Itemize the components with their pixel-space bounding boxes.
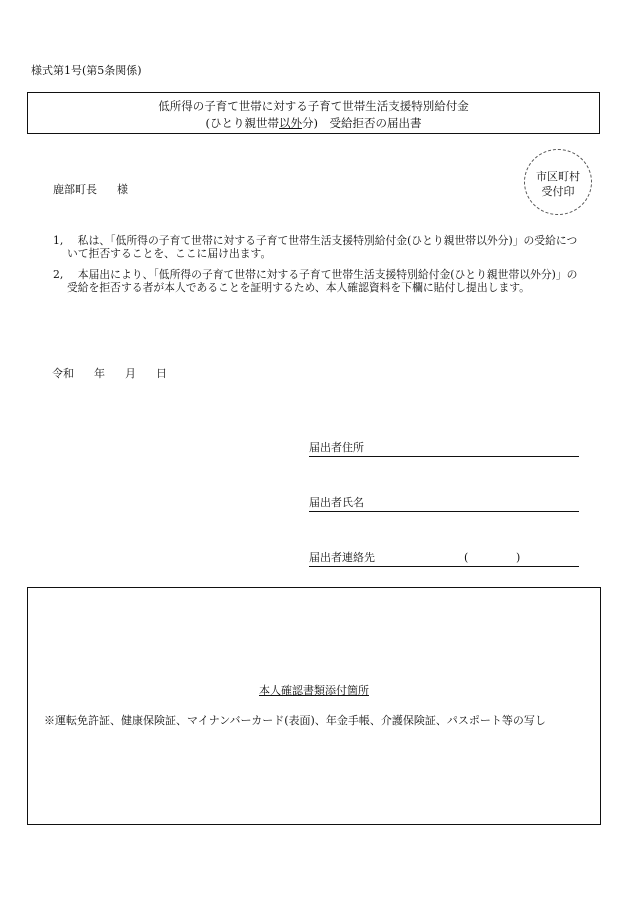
date-line — [52, 367, 187, 381]
contact-field[interactable] — [309, 551, 579, 567]
paragraph-2-number: 2, — [53, 268, 64, 281]
title-line-2 — [28, 115, 599, 132]
document-title-box — [27, 92, 600, 134]
addressee-name: 鹿部町長 — [53, 183, 97, 196]
address-field[interactable] — [309, 441, 579, 457]
addressee-honorific: 様 — [117, 183, 128, 196]
title-line-2-part-1: (ひとり親世帯 — [205, 116, 279, 130]
contact-close-paren: ) — [516, 551, 521, 564]
name-label: 届出者氏名 — [309, 496, 364, 509]
id-attachment-heading: 本人確認書類添付箇所 — [259, 684, 369, 697]
stamp-line-2: 受付印 — [541, 185, 575, 198]
paragraph-1 — [53, 234, 588, 260]
title-line-2-part-2: 分) 受給拒否の届出書 — [302, 116, 422, 130]
title-line-2-underlined: 以外 — [279, 116, 302, 130]
addressee — [53, 183, 128, 197]
date-era: 令和 — [52, 367, 74, 380]
name-field[interactable] — [309, 496, 579, 512]
paragraph-2-text: 本届出により、「低所得の子育て世帯に対する子育て世帯生活支援特別給付金(ひとり親世帯以外分)」の受給を拒否する者が本人であることを証明するため、本人確認資料を下欄に貼付し提出します。 — [67, 268, 578, 294]
address-label: 届出者住所 — [309, 441, 364, 454]
title-line-1: 低所得の子育て世帯に対する子育て世帯生活支援特別給付金 — [158, 99, 469, 113]
paragraph-1-text: 私は、「低所得の子育て世帯に対する子育て世帯生活支援特別給付金(ひとり親世帯以外分)」の受給について拒否することを、ここに届け出ます。 — [67, 234, 578, 260]
id-attachment-note: ※運転免許証、健康保険証、マイナンバーカード(表面)、年金手帳、介護保険証、パスポート等の写し — [44, 714, 546, 727]
form-number: 様式第1号(第5条関係) — [31, 64, 142, 77]
contact-open-paren: ( — [464, 551, 469, 564]
reception-stamp-area — [524, 149, 592, 215]
paragraph-1-number: 1, — [53, 234, 64, 247]
contact-label: 届出者連絡先 — [309, 551, 375, 564]
date-day-label: 日 — [156, 367, 167, 380]
date-month-label: 月 — [125, 367, 136, 380]
id-document-attachment-box[interactable] — [27, 587, 601, 825]
stamp-line-1: 市区町村 — [536, 170, 580, 183]
date-year-label: 年 — [94, 367, 105, 380]
paragraph-2 — [53, 268, 588, 294]
